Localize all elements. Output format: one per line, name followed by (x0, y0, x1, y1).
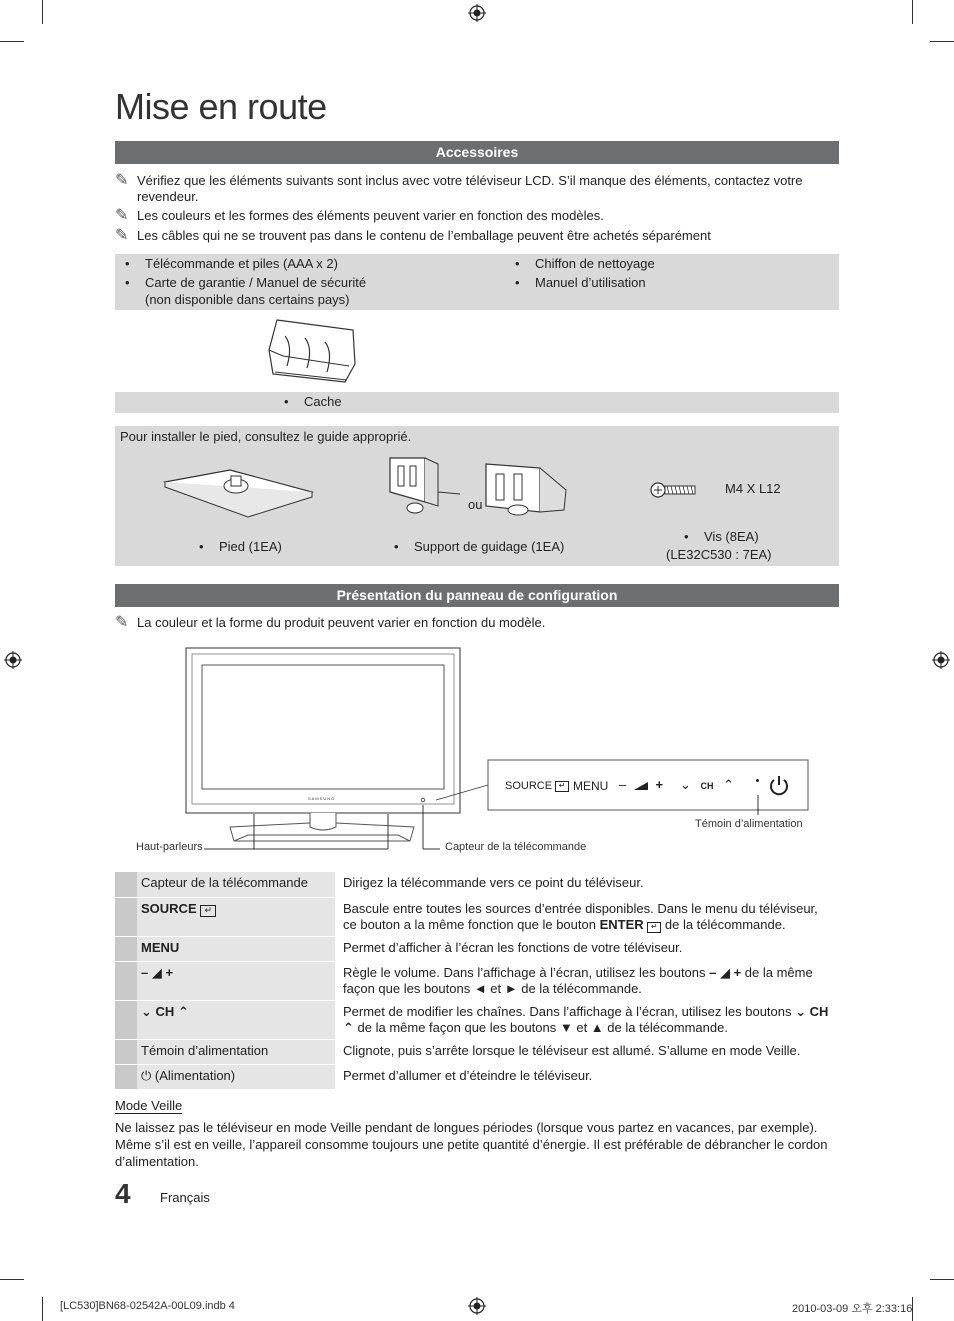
table-row: ⏻ (Alimentation) Permet d’allumer et d’éteindre le téléviseur. (115, 1064, 839, 1089)
power-icon[interactable] (768, 774, 790, 796)
panel-note: ✎ La couleur et la forme du produit peuvent varier en fonction du modèle. (115, 614, 546, 631)
minus-icon: – (619, 777, 627, 792)
crop-mark (0, 41, 24, 42)
table-row: Capteur de la télécommande Dirigez la télécommande vers ce point du téléviseur. (115, 872, 839, 897)
crop-mark (912, 0, 913, 24)
accessories-note: ✎ Les câbles qui ne se trouvent pas dans le contenu de l’emballage peuvent être achetés séparément (115, 227, 711, 244)
screw-icon (650, 478, 700, 502)
source-button[interactable]: SOURCE ↵ (505, 780, 569, 792)
list-item: • Chiffon de nettoyage (535, 255, 815, 272)
power-icon: ⏻ (141, 1067, 152, 1083)
chevron-up-icon: ⌃ (177, 1003, 189, 1019)
footer-timestamp: 2010-03-09 오후 2:33:16 (792, 1303, 913, 1315)
chevron-down-icon: ⌄ (141, 1003, 152, 1019)
enter-icon: ↵ (555, 781, 569, 792)
power-led-callout: Témoin d’alimentation (695, 818, 803, 830)
enter-icon: ↵ (200, 905, 216, 917)
page-title: Mise en route (115, 86, 327, 127)
crop-mark (42, 1297, 43, 1321)
table-row: SOURCE ↵ Bascule entre toutes les sources d’entrée disponibles. Dans le menu du téléviseur, ce bouton a la même fonction que le bouton ENTER ↵ de la télécommande. (115, 897, 839, 936)
accessories-note: ✎ Les couleurs et les formes des éléments peuvent varier en fonction des modèles. (115, 207, 604, 224)
panel-function-table (115, 872, 839, 1090)
tv-brand-logo: SAMSUNG (308, 796, 336, 801)
crop-mark (0, 1279, 24, 1280)
stand-item-pied: • Pied (1EA) (219, 538, 282, 555)
stand-item-support: • Support de guidage (1EA) (414, 538, 564, 555)
guide-support-alt-illustration (478, 460, 570, 518)
accessories-heading: Accessoires (115, 141, 839, 164)
panel-heading: Présentation du panneau de configuration (115, 584, 839, 607)
stand-base-illustration (160, 462, 315, 522)
channel-buttons[interactable]: ⌄ CH ⌃ (680, 777, 735, 792)
volume-buttons[interactable] (619, 777, 663, 792)
power-led (756, 779, 759, 782)
registration-mark-icon (932, 651, 950, 669)
accessories-note: ✎ Vérifiez que les éléments suivants sont inclus avec votre téléviseur LCD. S’il manque des éléments, contactez votre revendeur. (115, 172, 803, 204)
footer-language: Français (160, 1190, 210, 1205)
cache-label: • Cache (304, 393, 342, 410)
pencil-icon: ✎ (115, 172, 129, 189)
crop-mark (930, 1279, 954, 1280)
stand-intro: Pour installer le pied, consultez le guide approprié. (120, 429, 412, 444)
page-number: 4 (115, 1178, 131, 1209)
table-row: Témoin d’alimentation Clignote, puis s’arrête lorsque le téléviseur est allumé. S’allume en mode Veille. (115, 1039, 839, 1064)
pencil-icon: ✎ (115, 227, 129, 244)
list-item: • Télécommande et piles (AAA x 2) (145, 255, 475, 272)
menu-button[interactable]: MENU (573, 779, 609, 793)
chevron-down-icon: ⌄ (795, 1003, 807, 1019)
screw-size: M4 X L12 (725, 481, 781, 496)
volume-icon (634, 782, 648, 790)
pencil-icon: ✎ (115, 614, 129, 631)
pencil-icon: ✎ (115, 207, 129, 224)
plus-icon: + (655, 777, 664, 792)
enter-icon: ↵ (647, 922, 661, 933)
footer-file: [LC530]BN68-02542A-00L09.indb 4 (60, 1300, 235, 1312)
remote-sensor-callout: Capteur de la télécommande (445, 841, 587, 853)
crop-mark (930, 41, 954, 42)
stand-item-vis: • Vis (8EA) (704, 528, 759, 545)
registration-mark-icon (468, 4, 486, 22)
list-item: • Manuel d’utilisation (535, 274, 815, 291)
stand-item-vis-note: (LE32C530 : 7EA) (666, 547, 772, 562)
chevron-up-icon: ⌃ (723, 777, 735, 792)
table-row: – ◢ + Règle le volume. Dans l’affichage à l’écran, utilisez les boutons – ◢ + de la même façon que les boutons ◄ et ► de la télécommande. (115, 961, 839, 1000)
table-row: MENU Permet d’afficher à l’écran les fonctions de votre téléviseur. (115, 936, 839, 961)
speakers-callout: Haut-parleurs (136, 841, 203, 853)
or-label: ou (468, 497, 483, 512)
standby-text: Ne laissez pas le téléviseur en mode Veille pendant de longues périodes (lorsque vous partez en vacances, par exemple). Même s’il est en veille, l’appareil consomme toujours une petite quantité d’énergie. Il est préférable de débrancher le cordon d’alimentation. (115, 1120, 828, 1169)
table-row: ⌄ CH ⌃ Permet de modifier les chaînes. Dans l’affichage à l’écran, utilisez les boutons ⌄ CH ⌃ de la même façon que les boutons ▼ et ▲ de la télécommande. (115, 1000, 839, 1039)
registration-mark-icon (468, 1297, 486, 1315)
list-item: • Carte de garantie / Manuel de sécurité (non disponible dans certains pays) (145, 274, 385, 308)
crop-mark (42, 0, 43, 24)
chevron-up-icon: ⌃ (343, 1019, 354, 1035)
cache-illustration (265, 316, 360, 386)
standby-heading: Mode Veille (115, 1098, 183, 1113)
guide-support-illustration (380, 452, 465, 522)
chevron-down-icon: ⌄ (680, 777, 691, 792)
cache-label-box (115, 392, 839, 413)
registration-mark-icon (4, 651, 22, 669)
